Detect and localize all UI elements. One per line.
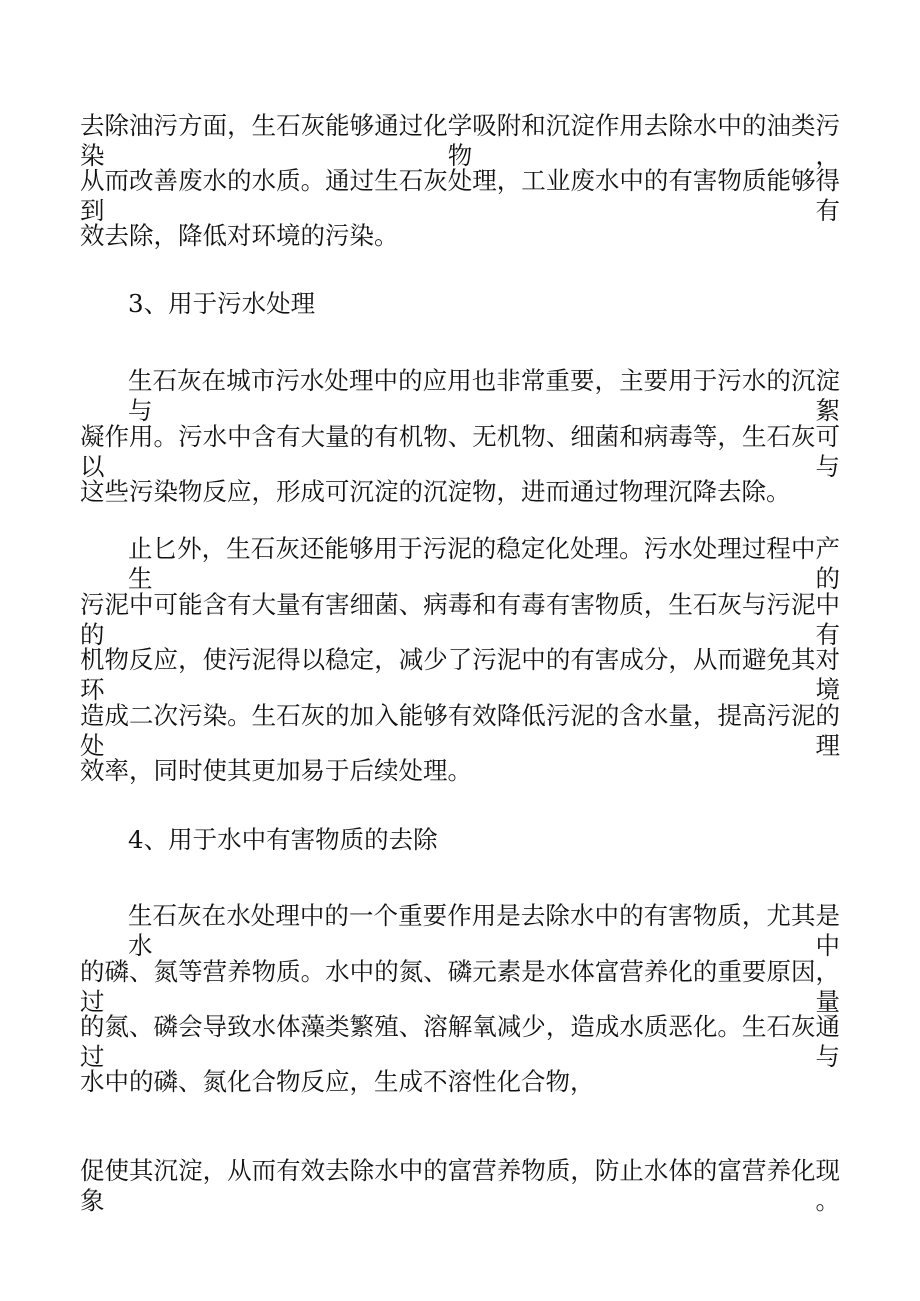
text-line: 效率，同时使其更加易于后续处理。 <box>80 756 472 785</box>
text-line: 这些污染物反应，形成可沉淀的沉淀物，进而通过物理沉降去除。 <box>80 477 791 506</box>
text-line: 从而改善废水的水质。通过生石灰处理，工业废水中的有害物质能够得到有 <box>80 166 840 225</box>
text-line: 的磷、氮等营养物质。水中的氮、磷元素是水体富营养化的重要原因，过量 <box>80 957 840 1016</box>
text-line: 生石灰在城市污水处理中的应用也非常重要，主要用于污水的沉淀与絮 <box>128 366 840 425</box>
text-line: 的氮、磷会导致水体藻类繁殖、溶解氧减少，造成水质恶化。生石灰通过与 <box>80 1012 840 1071</box>
text-line: 造成二次污染。生石灰的加入能够有效降低污泥的含水量，提高污泥的处理 <box>80 701 840 760</box>
section-heading: 3、用于污水处理 <box>128 289 316 318</box>
section-heading: 4、用于水中有害物质的去除 <box>128 825 438 854</box>
text-line: 去除油污方面，生石灰能够通过化学吸附和沉淀作用去除水中的油类污染物， <box>80 111 840 170</box>
text-line: 促使其沉淀，从而有效去除水中的富营养物质，防止水体的富营养化现象。 <box>80 1156 840 1215</box>
text-line: 效去除，降低对环境的污染。 <box>80 221 399 250</box>
text-line: 生石灰在水处理中的一个重要作用是去除水中的有害物质，尤其是水中 <box>128 901 840 960</box>
text-line: 止匕外，生石灰还能够用于污泥的稳定化处理。污水处理过程中产生的 <box>128 534 840 593</box>
text-line: 水中的磷、氮化合物反应，生成不溶性化合物， <box>80 1067 595 1096</box>
text-line: 凝作用。污水中含有大量的有机物、无机物、细菌和病毒等，生石灰可以与 <box>80 422 840 481</box>
text-line: 机物反应，使污泥得以稳定，减少了污泥中的有害成分，从而避免其对环境 <box>80 645 840 704</box>
text-line: 污泥中可能含有大量有害细菌、病毒和有毒有害物质，生石灰与污泥中的有 <box>80 590 840 649</box>
